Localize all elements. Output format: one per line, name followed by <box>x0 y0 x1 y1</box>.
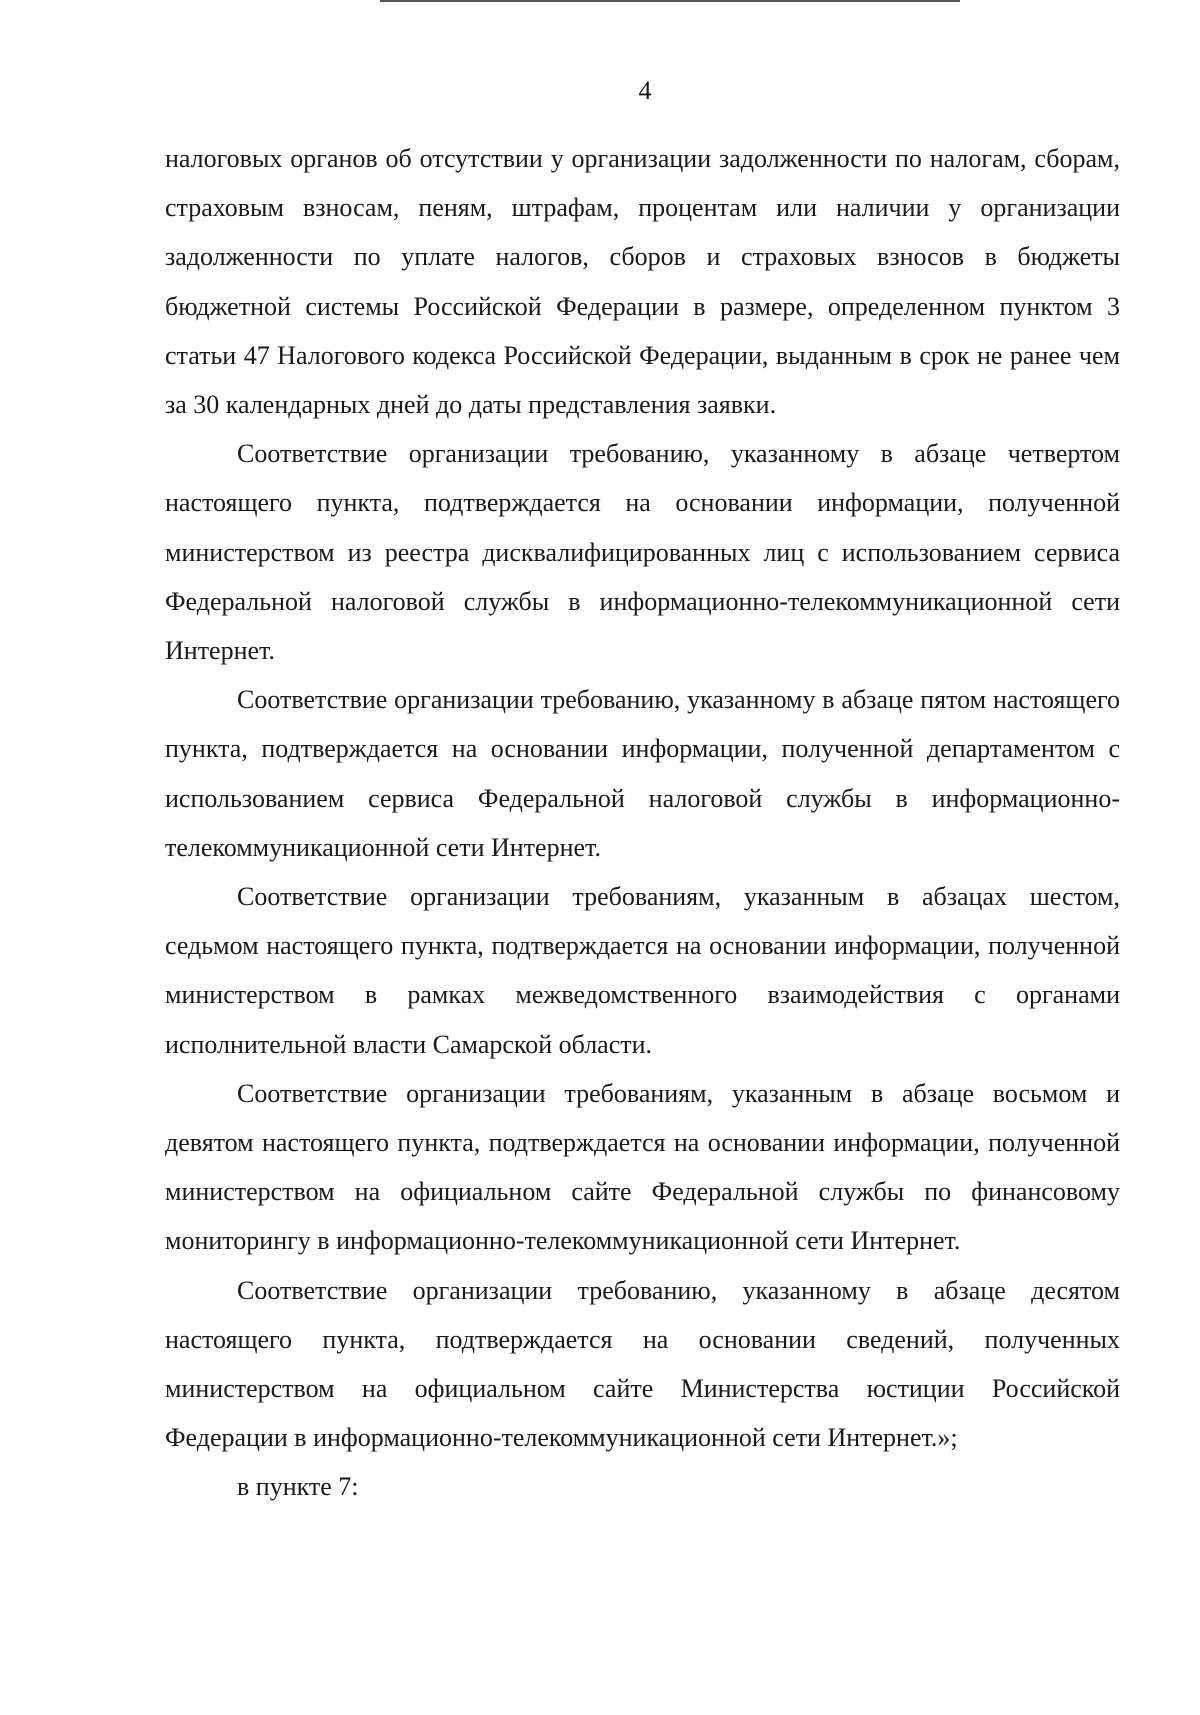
paragraph: Соответствие организации требованию, указанному в абзаце пятом настоящего пункта, подтверждается на основании информации, полученной департаментом с использованием сервиса Федеральной налоговой службы в информационно-телекоммуникационной сети Интернет. <box>165 685 1120 862</box>
paragraph: Соответствие организации требованию, указанному в абзаце десятом настоящего пункта, подтверждается на основании сведений, полученных министерством на официальном сайте Министерства юстиции Российской Федерации в информационно-телекоммуникационной сети Интернет.»; <box>165 1275 1120 1453</box>
paragraph: в пункте 7: <box>237 1472 359 1502</box>
top-edge-line <box>380 0 960 2</box>
page-number: 4 <box>638 76 652 105</box>
document-body <box>165 134 1120 1512</box>
paragraph: Соответствие организации требованию, указанному в абзаце четвертом настоящего пункта, подтверждается на основании информации, полученной министерством из реестра дисквалифицированных лиц с использованием сервиса Федеральной налоговой службы в информационно-телекоммуникационной сети Интернет. <box>165 439 1120 666</box>
paragraph: налоговых органов об отсутствии у организации задолженности по налогам, сборам, страховым взносам, пеням, штрафам, процентам или наличии у организации задолженности по уплате налогов, сборов и страховых взносов в бюджеты бюджетной системы Российской Федерации в размере, определенном пунктом 3 статьи 47 Налогового кодекса Российской Федерации, выданным в срок не ранее чем за 30 календарных дней до даты представления заявки. <box>165 144 1120 420</box>
paragraph: Соответствие организации требованиям, указанным в абзаце восьмом и девятом настоящего пункта, подтверждается на основании информации, полученной министерством на официальном сайте Федеральной службы по финансовому мониторингу в информационно-телекоммуникационной сети Интернет. <box>165 1078 1120 1256</box>
paragraph: Соответствие организации требованиям, указанным в абзацах шестом, седьмом настоящего пункта, подтверждается на основании информации, полученной министерством в рамках межведомственного взаимодействия с органами исполнительной власти Самарской области. <box>165 882 1120 1059</box>
